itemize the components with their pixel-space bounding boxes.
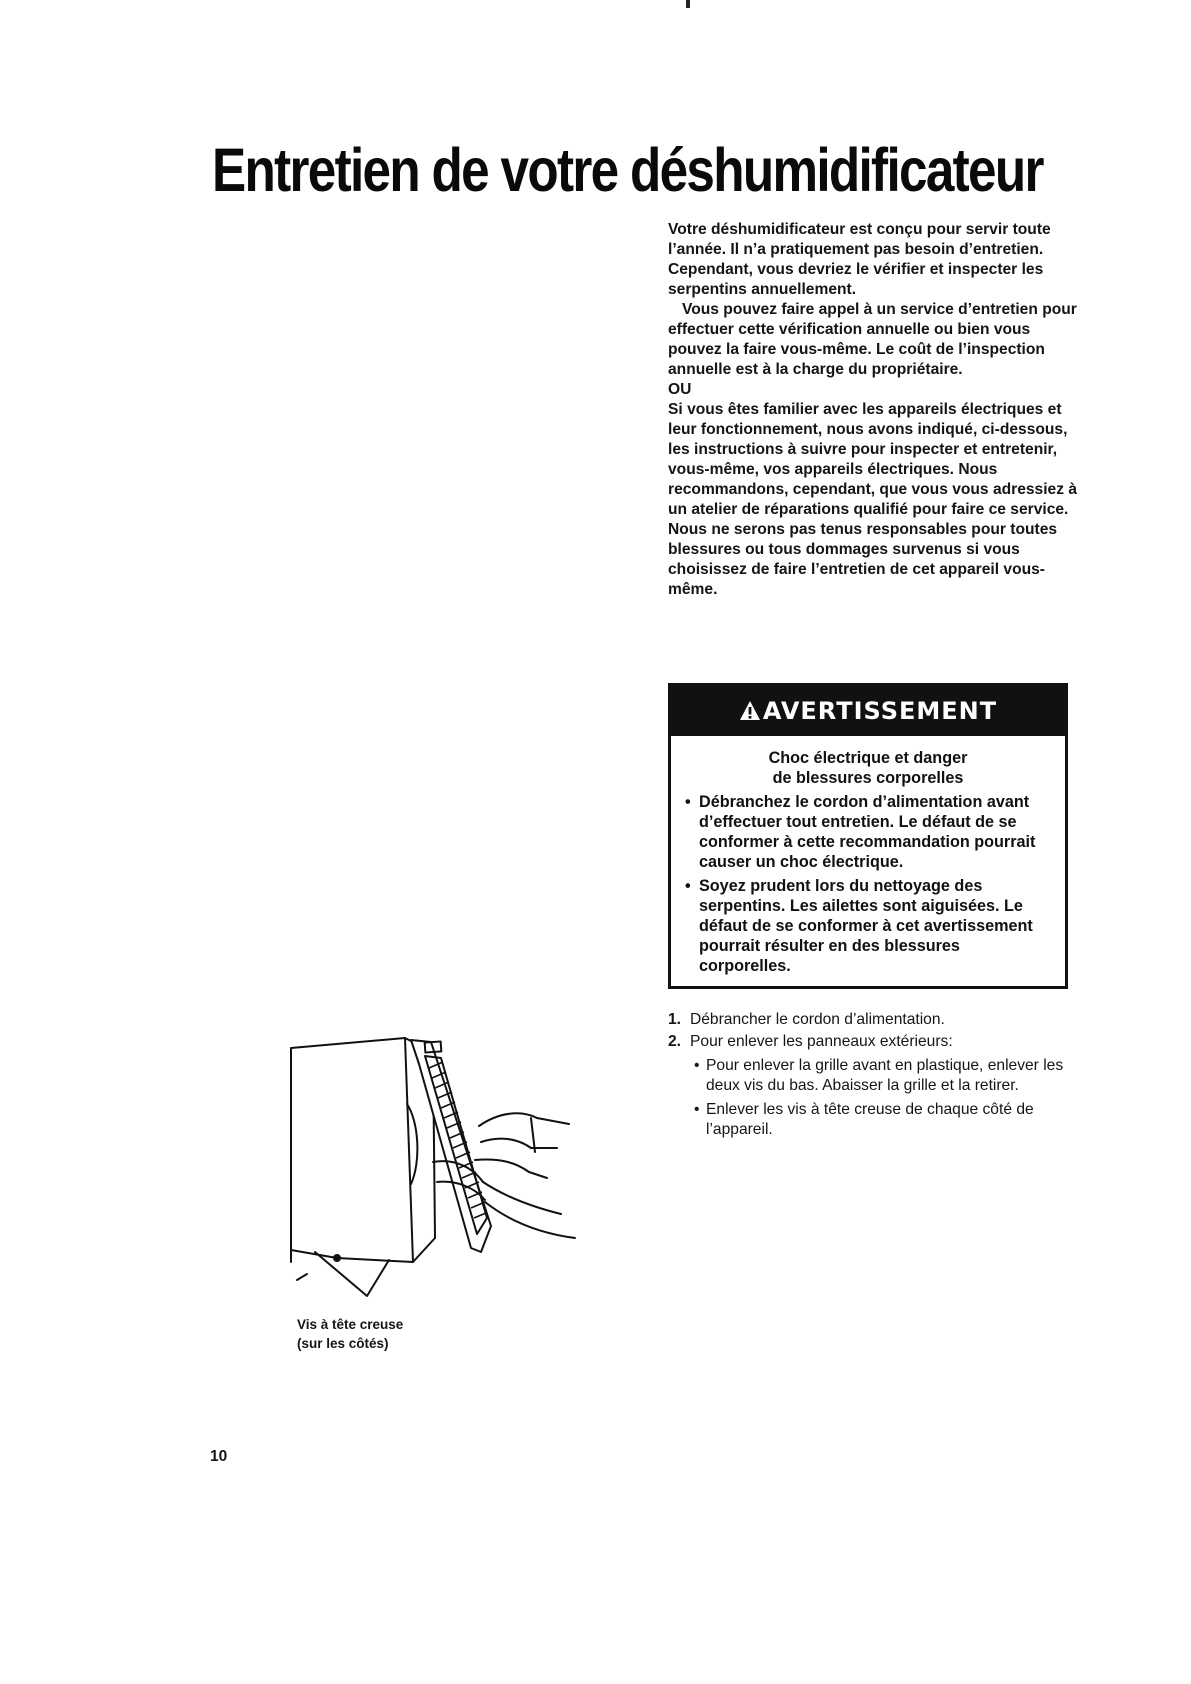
page-title: Entretien de votre déshumidificateur <box>212 136 1043 204</box>
step-2-subitems <box>694 1056 1088 1140</box>
scan-mark <box>686 0 690 8</box>
figure-caption-line-2: (sur les côtés) <box>297 1336 389 1351</box>
subitem-remove-grille: • Pour enlever la grille avant en plastique, enlever les deux vis du bas. Abaisser la grille et la retirer. <box>694 1056 1088 1096</box>
warning-subhead-line-1: Choc électrique et danger <box>768 749 968 767</box>
step-1 <box>668 1010 1088 1030</box>
warning-item-unplug: • Débranchez le cordon d’alimentation avant d’effectuer tout entretien. Le défaut de se conformer à cette recommandation pourrait causer un choc électrique. <box>685 792 1051 872</box>
warning-title: AVERTISSEMENT <box>762 697 998 725</box>
step-text: Débrancher le cordon d’alimentation. <box>690 1011 945 1028</box>
intro-or: OU <box>668 381 692 398</box>
subitem-remove-screws: • Enlever les vis à tête creuse de chaque côté de l’appareil. <box>694 1100 1088 1140</box>
intro-paragraph-3: Si vous êtes familier avec les appareils électriques et leur fonctionnement, nous avons indiqué, ci-dessous, les instructions à suivre pour inspecter et entretenir, vous-même, vos appareils électriques. Nous recommandons, cependant, que vous vous adressiez à un atelier de réparations qualifié pour faire ce service. Nous ne serons pas tenus responsables pour toutes blessures ou tous dommages survenus si vous choisissez de faire l’entretien de cet appareil vous-même. <box>668 401 1078 598</box>
warning-item-sharp-fins: • Soyez prudent lors du nettoyage des serpentins. Les ailettes sont aiguisées. Le défaut de se conformer à cet avertissement pourrait résulter en des blessures corporelles. <box>685 876 1051 976</box>
figure-caption-line-1: Vis à tête creuse <box>297 1317 404 1332</box>
step-text: Pour enlever les panneaux extérieurs: <box>690 1033 953 1050</box>
step-number: 1. <box>668 1011 682 1028</box>
warning-subhead-line-2: de blessures corporelles <box>772 769 964 787</box>
procedure-steps <box>668 1010 1088 1144</box>
warning-list <box>685 792 1051 976</box>
step-2 <box>668 1032 1088 1052</box>
intro-paragraph-2: Vous pouvez faire appel à un service d’entretien pour effectuer cette vérification annuelle ou bien vous pouvez la faire vous-même. Le coût de l’inspection annuelle est à la charge du propriétaire. <box>668 301 1077 378</box>
warning-subhead <box>685 748 1051 788</box>
step-number: 2. <box>668 1033 682 1050</box>
warning-header <box>671 686 1065 736</box>
warning-body <box>671 736 1065 976</box>
warning-box <box>668 683 1068 989</box>
dehumidifier-drawing <box>285 1012 585 1320</box>
figure-caption <box>297 1315 403 1353</box>
dehumidifier-illustration <box>285 1012 585 1320</box>
intro-text <box>668 220 1078 600</box>
intro-paragraph-1: Votre déshumidificateur est conçu pour servir toute l’année. Il n’a pratiquement pas besoin d’entretien. Cependant, vous devriez le vérifier et inspecter les serpentins annuellement. <box>668 221 1051 298</box>
warning-triangle-icon <box>739 700 761 722</box>
page-number: 10 <box>210 1448 228 1465</box>
